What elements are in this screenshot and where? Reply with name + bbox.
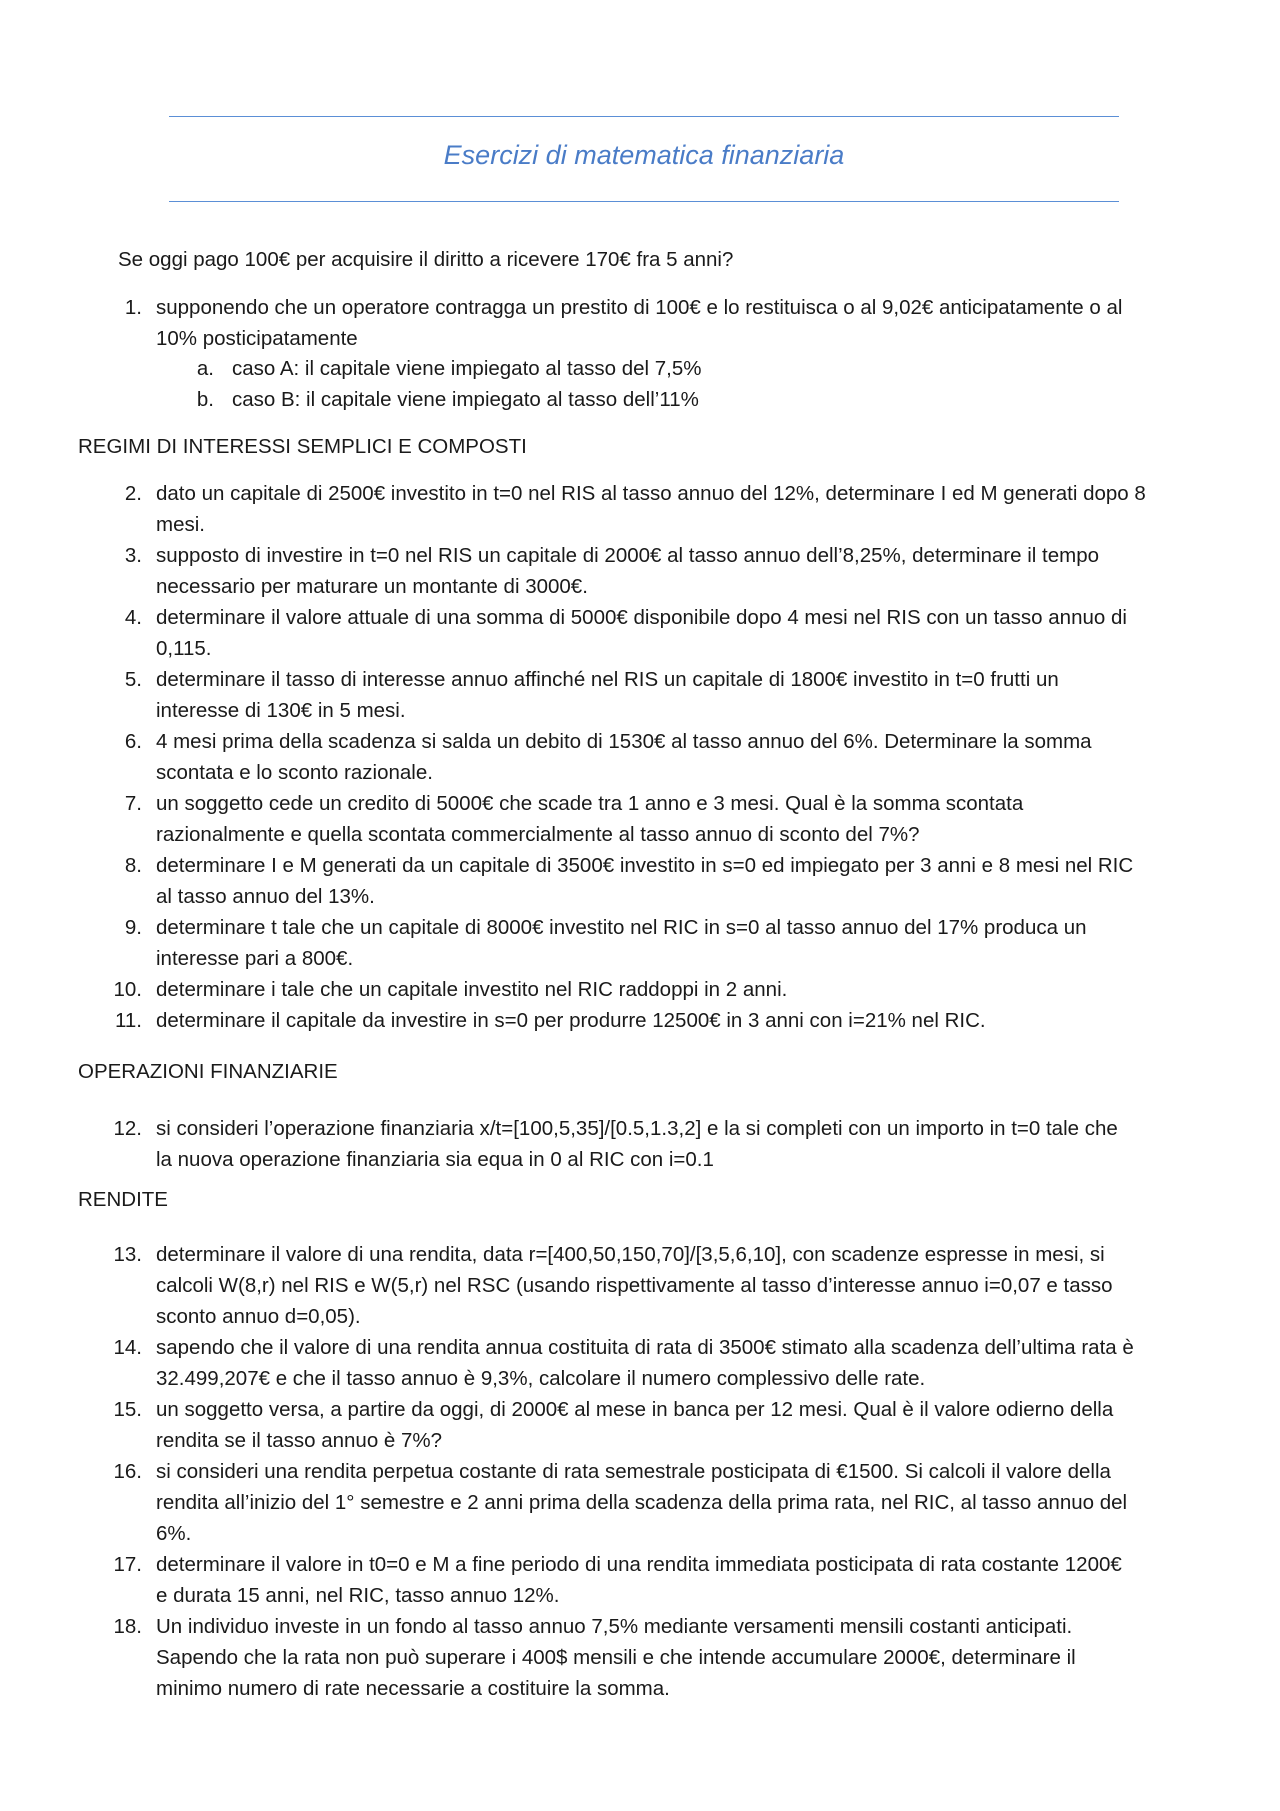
exercise-number: 6. [124, 730, 142, 753]
exercise-line: mesi. [156, 513, 205, 536]
exercise-text [156, 788, 1216, 850]
section-heading-regimi: REGIMI DI INTERESSI SEMPLICI E COMPOSTI [78, 435, 527, 458]
exercise-line: un soggetto versa, a partire da oggi, di 2000€ al mese in banca per 12 mesi. Qual è il valore odierno della [156, 1398, 1114, 1421]
exercise-text [156, 974, 1216, 1005]
exercise-item [112, 788, 1212, 850]
exercise-line: rendita se il tasso annuo è 7%? [156, 1429, 443, 1452]
exercise-text [156, 1611, 1216, 1704]
exercise-number: 16. [113, 1460, 142, 1483]
exercise-number: 10. [113, 978, 142, 1001]
exercise-number: 5. [124, 668, 142, 691]
exercise-text [156, 664, 1216, 726]
exercise-item [112, 726, 1212, 788]
exercise-item [112, 292, 1212, 354]
subitem-number: b. [196, 388, 214, 411]
exercise-text [156, 1113, 1216, 1175]
exercise-line: al tasso annuo del 13%. [156, 885, 375, 908]
exercise-item [112, 850, 1212, 912]
exercise-item [112, 478, 1212, 540]
subitem-text: caso A: il capitale viene impiegato al tasso del 7,5% [232, 357, 702, 380]
document-title: Esercizi di matematica finanziaria [443, 140, 845, 170]
exercise-text [156, 726, 1216, 788]
exercise-text [156, 912, 1216, 974]
exercise-line: determinare il valore di una rendita, data r=[400,50,150,70]/[3,5,6,10], con scadenze espresse in mesi, si [156, 1243, 1105, 1266]
exercise-line: determinare I e M generati da un capitale di 3500€ investito in s=0 ed impiegato per 3 anni e 8 mesi nel RIC [156, 854, 1134, 877]
exercise-item [112, 1332, 1212, 1394]
exercise-line: minimo numero di rate necessarie a costituire la somma. [156, 1677, 670, 1700]
exercise-item [112, 602, 1212, 664]
exercise-line: 0,115. [156, 637, 212, 660]
exercise-line: 4 mesi prima della scadenza si salda un debito di 1530€ al tasso annuo del 6%. Determinare la somma [156, 730, 1092, 753]
exercise-number: 12. [113, 1117, 142, 1140]
exercise-line: interesse di 130€ in 5 mesi. [156, 699, 406, 722]
exercise-line: necessario per maturare un montante di 3000€. [156, 575, 588, 598]
exercise-item [112, 1005, 1212, 1036]
exercise-number: 3. [124, 544, 142, 567]
exercise-line: 6%. [156, 1522, 192, 1545]
exercise-line: supposto di investire in t=0 nel RIS un capitale di 2000€ al tasso annuo dell’8,25%, determinare il tempo [156, 544, 1100, 567]
exercise-line: determinare il capitale da investire in s=0 per produrre 12500€ in 3 anni con i=21% nel RIC. [156, 1009, 986, 1032]
exercise-number: 9. [124, 916, 142, 939]
exercise-number: 1. [124, 296, 142, 319]
exercise-item [112, 1113, 1212, 1175]
exercise-item [112, 1456, 1212, 1549]
exercise-number: 13. [113, 1243, 142, 1266]
exercise-text [156, 1549, 1216, 1611]
exercise-item [112, 974, 1212, 1005]
exercise-text [156, 1005, 1216, 1036]
exercise-number: 11. [115, 1009, 142, 1032]
exercise-text [156, 850, 1216, 912]
exercise-number: 8. [124, 854, 142, 877]
exercise-text [156, 1394, 1216, 1456]
title-bottom-rule [169, 201, 1119, 202]
exercise-line: scontata e lo sconto razionale. [156, 761, 433, 784]
exercise-line: determinare il valore in t0=0 e M a fine periodo di una rendita immediata posticipata di rata costante 1200€ [156, 1553, 1122, 1576]
exercise-line: determinare t tale che un capitale di 8000€ investito nel RIC in s=0 al tasso annuo del 17% produca un [156, 916, 1087, 939]
exercise-text [156, 1456, 1216, 1549]
exercise-line: sconto annuo d=0,05). [156, 1305, 361, 1328]
subitem-number: a. [196, 357, 214, 380]
exercise-text [156, 292, 1216, 354]
exercise-line: e durata 15 anni, nel RIC, tasso annuo 12%. [156, 1584, 560, 1607]
exercise-number: 15. [113, 1398, 142, 1421]
exercise-item [112, 664, 1212, 726]
exercise-item [112, 912, 1212, 974]
exercise-line: un soggetto cede un credito di 5000€ che scade tra 1 anno e 3 mesi. Qual è la somma scontata [156, 792, 1024, 815]
exercise-line: dato un capitale di 2500€ investito in t=0 nel RIS al tasso annuo del 12%, determinare I ed M generati dopo 8 [156, 482, 1146, 505]
exercise-item [112, 1239, 1212, 1332]
section-heading-operazioni: OPERAZIONI FINANZIARIE [78, 1060, 338, 1083]
exercise-line: calcoli W(8,r) nel RIS e W(5,r) nel RSC (usando rispettivamente al tasso d’interesse annuo i=0,07 e tasso [156, 1274, 1113, 1297]
exercise-text [156, 1239, 1216, 1332]
exercise-number: 18. [113, 1615, 142, 1638]
exercise-line: determinare il tasso di interesse annuo affinché nel RIS un capitale di 1800€ investito in t=0 frutti un [156, 668, 1059, 691]
exercise-item [112, 1394, 1212, 1456]
exercise-line: rendita all’inizio del 1° semestre e 2 anni prima della scadenza della prima rata, nel RIC, al tasso annuo del [156, 1491, 1128, 1514]
title-top-rule [169, 116, 1119, 117]
exercise-line: interesse pari a 800€. [156, 947, 354, 970]
exercise-line: 32.499,207€ e che il tasso annuo è 9,3%, calcolare il numero complessivo delle rate. [156, 1367, 926, 1390]
exercise-number: 17. [113, 1553, 142, 1576]
exercise-line: razionalmente e quella scontata commercialmente al tasso annuo di sconto del 7%? [156, 823, 920, 846]
exercise-line: determinare i tale che un capitale investito nel RIC raddoppi in 2 anni. [156, 978, 788, 1001]
exercise-line: supponendo che un operatore contragga un prestito di 100€ e lo restituisca o al 9,02€ anticipatamente o al [156, 296, 1123, 319]
exercise-number: 7. [124, 792, 142, 815]
section-heading-rendite: RENDITE [78, 1188, 168, 1211]
exercise-text [156, 478, 1216, 540]
exercise-text [156, 1332, 1216, 1394]
exercise-line: la nuova operazione finanziaria sia equa in 0 al RIC con i=0.1 [156, 1148, 714, 1171]
exercise-number: 14. [113, 1336, 142, 1359]
exercise-item [112, 540, 1212, 602]
intro-question: Se oggi pago 100€ per acquisire il diritto a ricevere 170€ fra 5 anni? [118, 248, 734, 271]
exercise-item [112, 1611, 1212, 1704]
exercise-text [156, 602, 1216, 664]
subitem-text: caso B: il capitale viene impiegato al tasso dell’11% [232, 388, 699, 411]
exercise-line: Un individuo investe in un fondo al tasso annuo 7,5% mediante versamenti mensili costanti anticipati. [156, 1615, 1073, 1638]
exercise-number: 4. [124, 606, 142, 629]
exercise-line: Sapendo che la rata non può superare i 400$ mensili e che intende accumulare 2000€, determinare il [156, 1646, 1076, 1669]
exercise-item [112, 1549, 1212, 1611]
exercise-number: 2. [124, 482, 142, 505]
exercise-line: sapendo che il valore di una rendita annua costituita di rata di 3500€ stimato alla scadenza dell’ultima rata è [156, 1336, 1134, 1359]
exercise-text [156, 540, 1216, 602]
exercise-line: si consideri l’operazione finanziaria x/t=[100,5,35]/[0.5,1.3,2] e la si completi con un importo in t=0 tale che [156, 1117, 1118, 1140]
exercise-line: 10% posticipatamente [156, 327, 358, 350]
exercise-line: determinare il valore attuale di una somma di 5000€ disponibile dopo 4 mesi nel RIS con un tasso annuo di [156, 606, 1127, 629]
exercise-line: si consideri una rendita perpetua costante di rata semestrale posticipata di €1500. Si calcoli il valore della [156, 1460, 1111, 1483]
